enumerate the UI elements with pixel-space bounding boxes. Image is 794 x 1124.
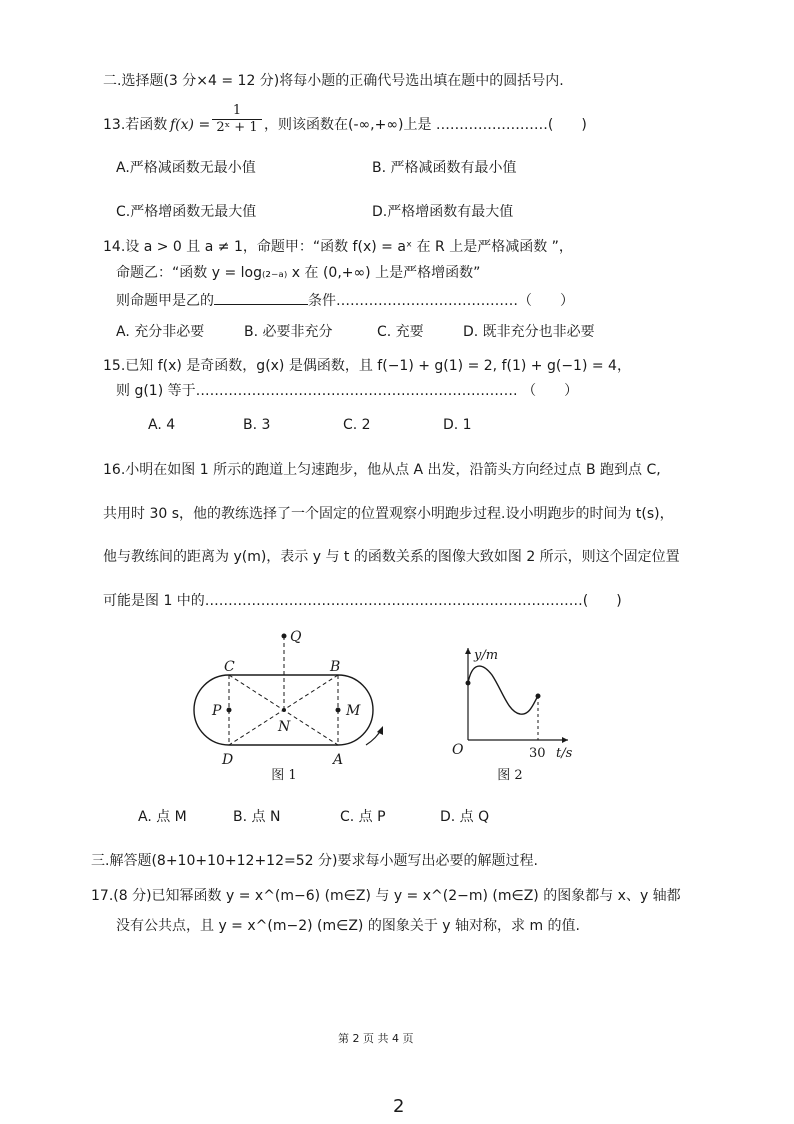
q15-line2: 则 g(1) 等于…………………………………………………………… （ ）: [116, 383, 579, 399]
q14-blank: [214, 290, 308, 305]
q13-option-d: D.严格增函数有最大值: [372, 204, 514, 220]
label-a: A: [333, 752, 344, 768]
q13-frac-den: 2ˣ + 1: [216, 120, 258, 135]
q14-option-c: C. 充要: [377, 324, 424, 340]
distance-curve: [468, 666, 538, 714]
q16-option-d: D. 点 Q: [440, 809, 490, 825]
q16-line3: 他与教练间的距离为 y(m)，表示 y 与 t 的函数关系的图像大致如图 2 所示，则这个固定位置: [103, 549, 680, 565]
figure-1-track: [180, 620, 400, 790]
q14-option-d: D. 既非充分也非必要: [463, 324, 595, 340]
curve-start-point: [466, 681, 471, 686]
point-p: [227, 708, 232, 713]
q13-frac-num: 1: [212, 103, 262, 120]
q14-line3: [116, 290, 574, 310]
q15-option-c: C. 2: [343, 417, 371, 433]
point-n: [282, 708, 286, 712]
y-axis-label: y/m: [474, 648, 499, 663]
q17-line2: 没有公共点，且 y = x^(m−2) (m∈Z) 的图象关于 y 轴对称，求 m 的值.: [116, 918, 581, 934]
q14-line1: 14.设 a > 0 且 a ≠ 1，命题甲：“函数 f(x) = aˣ 在 R 上是严格减函数 ”，: [103, 239, 573, 255]
q14-option-a: A. 充分非必要: [116, 324, 205, 340]
q16-option-b: B. 点 N: [233, 809, 281, 825]
q16-line4: 可能是图 1 中的………………………………………………………………………( ): [103, 593, 622, 609]
q15-line1: 15.已知 f(x) 是奇函数，g(x) 是偶函数，且 f(−1) + g(1) = 2, f(1) + g(−1) = 4，: [103, 358, 631, 374]
fig2-caption: 图 2: [497, 768, 523, 783]
q14-line3-pre: 则命题甲是乙的: [116, 293, 214, 309]
q14-line3-post: 条件…………………………………（ ）: [308, 293, 574, 309]
q13-option-b: B. 严格减函数有最小值: [372, 160, 517, 176]
label-n: N: [278, 719, 291, 735]
q13-fraction: [212, 103, 262, 136]
section2-header: 二.选择题(3 分×4 = 12 分)将每小题的正确代号选出填在题中的圆括号内.: [103, 73, 564, 89]
q14-line2: 命题乙：“函数 y = log₍₂₋ₐ₎ x 在 (0,+∞) 上是严格增函数”: [116, 265, 481, 281]
q16-line2: 共用时 30 s，他的教练选择了一个固定的位置观察小明跑步过程.设小明跑步的时间为 t(s)，: [103, 506, 674, 522]
figure-2-graph: [440, 640, 580, 790]
point-m: [336, 708, 341, 713]
q14-option-b: B. 必要非充分: [244, 324, 333, 340]
label-b: B: [330, 659, 341, 675]
q17-line1: 17.(8 分)已知幂函数 y = x^(m−6) (m∈Z) 与 y = x^(2−m) (m∈Z) 的图象都与 x、y 轴都: [91, 888, 681, 904]
label-d: D: [222, 752, 234, 768]
label-c: C: [224, 659, 235, 675]
label-p: P: [212, 703, 222, 719]
q13-option-c: C.严格增函数无最大值: [116, 204, 257, 220]
q16-option-a: A. 点 M: [138, 809, 187, 825]
origin-label: O: [452, 742, 464, 758]
label-m: M: [346, 703, 361, 719]
q13-fx: f(x) =: [170, 117, 211, 133]
q15-option-b: B. 3: [243, 417, 271, 433]
q13-option-a: A.严格减函数无最小值: [116, 160, 256, 176]
q15-option-a: A. 4: [148, 417, 176, 433]
page-number: 2: [393, 1096, 405, 1117]
y-axis-arrow-icon: [465, 648, 471, 654]
point-q: [282, 634, 287, 639]
q15-option-d: D. 1: [443, 417, 472, 433]
fig1-caption: 图 1: [271, 768, 297, 783]
x-axis-label: t/s: [556, 746, 573, 761]
page-footer: 第 2 页 共 4 页: [338, 1032, 414, 1045]
q13-suffix: ，则该函数在(-∞,+∞)上是 ……………………( ): [264, 117, 587, 133]
label-q: Q: [290, 629, 302, 645]
q13-prefix: 13.若函数: [103, 117, 168, 133]
section3-header: 三.解答题(8+10+10+12+12=52 分)要求每小题写出必要的解题过程.: [91, 853, 538, 869]
q16-line1: 16.小明在如图 1 所示的跑道上匀速跑步，他从点 A 出发，沿箭头方向经过点 B 跑到点 C,: [103, 462, 661, 478]
x-axis-arrow-icon: [562, 737, 568, 743]
q16-option-c: C. 点 P: [340, 809, 386, 825]
tick-30-label: 30: [529, 746, 546, 761]
